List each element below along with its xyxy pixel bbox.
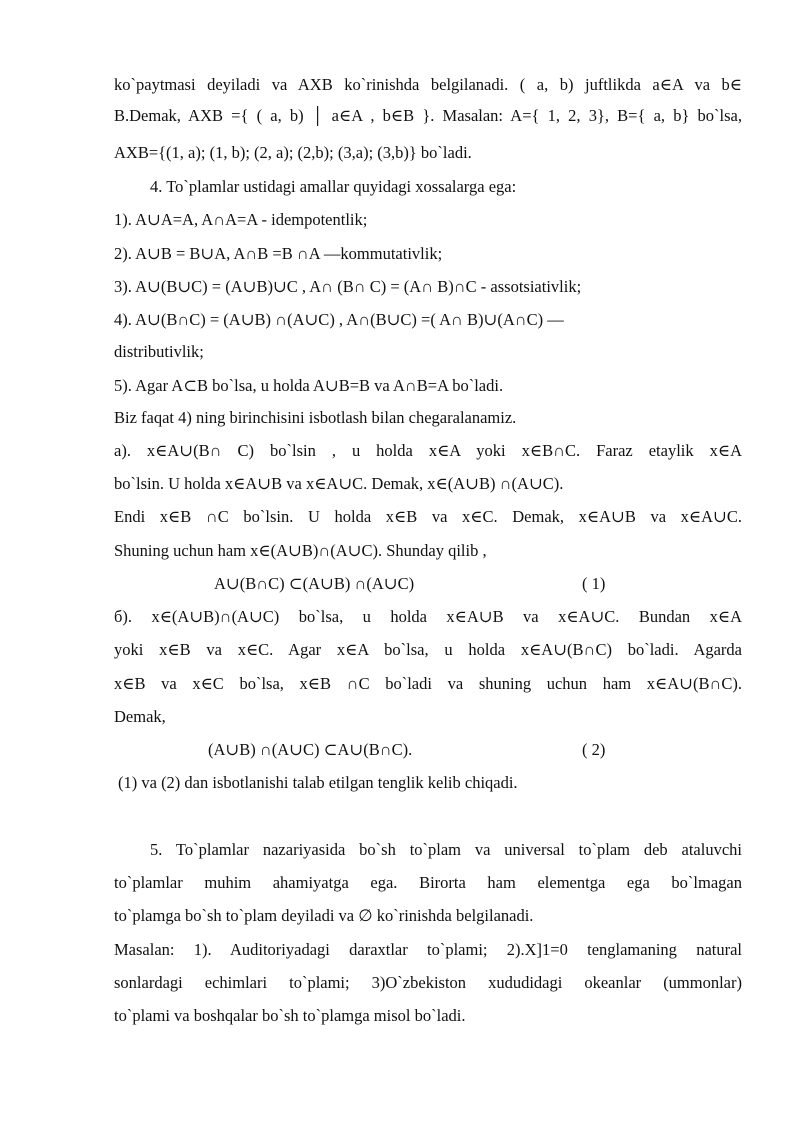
formula-line: (A∪B) ∩(A∪C) ⊂A∪(B∩C). [208,740,413,759]
text-line: B.Demak, AXB ={ ( a, b) │ a∈A , b∈B }. Masalan: A={ 1, 2, 3}, B={ a, b} bo`lsa, [114,106,742,125]
paragraph-heading: 5. To`plamlar nazariyasida bo`sh to`plam va universal to`plam deb ataluvchi [150,840,742,859]
text-line: yoki x∈B va x∈C. Agar x∈A bo`lsa, u holda x∈A∪(B∩C) bo`ladi. Agarda [114,640,742,659]
text-line: 5). Agar A⊂B bo`lsa, u holda A∪B=B va A∩B=A bo`ladi. [114,376,504,395]
formula-line: A∪(B∩C) ⊂(A∪B) ∩(A∪C) [214,574,415,593]
text-line: bo`lsin. U holda x∈A∪B va x∈A∪C. Demak, x∈(A∪B) ∩(A∪C). [114,474,564,493]
text-line: Shuning uchun ham x∈(A∪B)∩(A∪C). Shunday qilib , [114,541,487,560]
text-line: (1) va (2) dan isbotlanishi talab etilgan tenglik kelib chiqadi. [118,773,518,792]
text-line: ko`paytmasi deyiladi va AXB ko`rinishda belgilanadi. ( a, b) juftlikda a∈A va b∈ [114,75,742,94]
equation-number: ( 2) [582,740,606,759]
text-line: 1). A∪A=A, A∩A=A - idempotentlik; [114,210,368,229]
text-line: to`plamlar muhim ahamiyatga ega. Birorta ham elementga ega bo`lmagan [114,873,742,892]
text-line: to`plamga bo`sh to`plam deyiladi va ∅ ko`rinishda belgilanadi. [114,906,534,925]
text-line: 2). A∪B = B∪A, A∩B =B ∩A ―kommutativlik; [114,244,443,263]
text-line: б). x∈(A∪B)∩(A∪C) bo`lsa, u holda x∈A∪B va x∈A∪C. Bundan x∈A [114,607,742,626]
text-line: x∈B va x∈C bo`lsa, x∈B ∩C bo`ladi va shuning uchun ham x∈A∪(B∩C). [114,674,742,693]
text-line: 3). A∪(B∪C) = (A∪B)∪C , A∩ (B∩ C) = (A∩ B)∩C - assotsiativlik; [114,277,582,296]
text-line: 4). A∪(B∩C) = (A∪B) ∩(A∪C) , A∩(B∪C) =( A∩ B)∪(A∩C) ― [114,310,564,329]
text-line: to`plami va boshqalar bo`sh to`plamga misol bo`ladi. [114,1006,466,1025]
text-line: distributivlik; [114,342,204,361]
text-line: Biz faqat 4) ning birinchisini isbotlash bilan chegaralanamiz. [114,408,517,427]
text-line: Demak, [114,707,166,726]
text-line: Masalan: 1). Auditoriyadagi daraxtlar to`plami; 2).X]1=0 tenglamaning natural [114,940,742,959]
text-line: a). x∈A∪(B∩ C) bo`lsin , u holda x∈A yoki x∈B∩C. Faraz etaylik x∈A [114,441,742,460]
text-line: Endi x∈B ∩C bo`lsin. U holda x∈B va x∈C. Demak, x∈A∪B va x∈A∪C. [114,507,742,526]
text-line: sonlardagi echimlari to`plami; 3)O`zbekiston xududidagi okeanlar (ummonlar) [114,973,742,992]
paragraph-heading: 4. To`plamlar ustidagi amallar quyidagi xossalarga ega: [150,177,517,196]
text-line: AXB={(1, a); (1, b); (2, a); (2,b); (3,a); (3,b)} bo`ladi. [114,143,472,162]
equation-number: ( 1) [582,574,606,593]
